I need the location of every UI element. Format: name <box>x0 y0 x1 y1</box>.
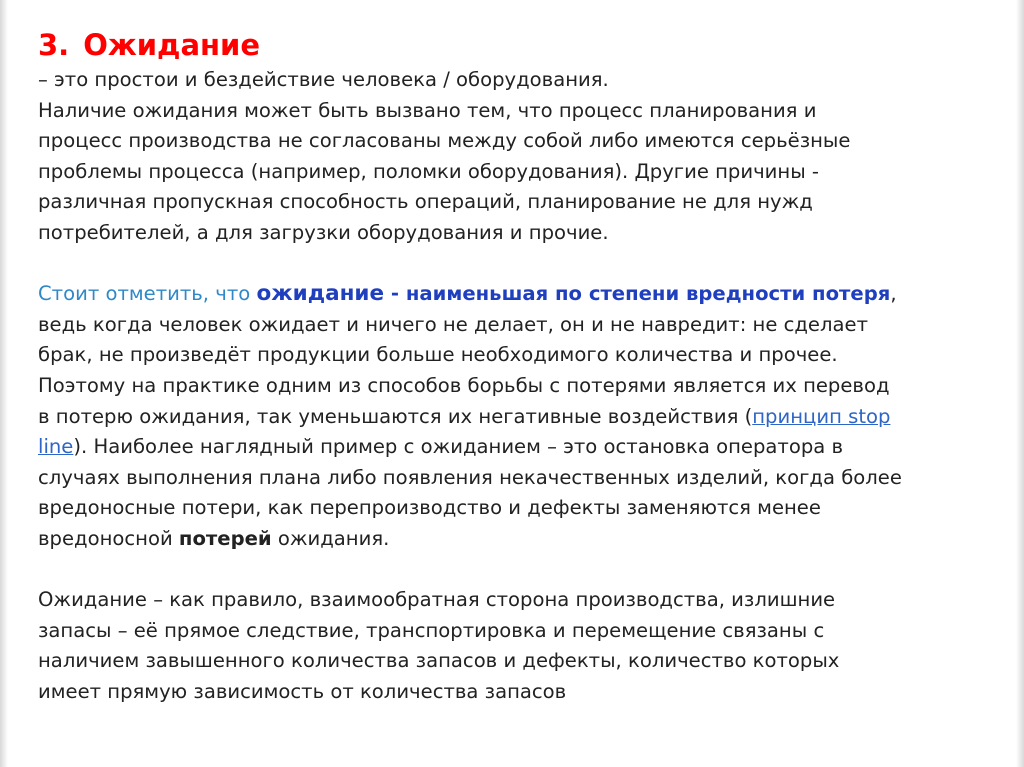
line-text: вредоносной <box>38 526 179 550</box>
line-text: ожидания. <box>271 526 390 550</box>
paragraph-line: – это простои и бездействие человека / оборудования. <box>38 68 609 91</box>
paragraph-line: проблемы процесса (например, поломки оборудования). Другие причины - <box>38 159 819 183</box>
paragraph-gap <box>38 249 978 280</box>
slide-content <box>38 25 978 707</box>
paragraph-line: наличием завышенного количества запасов и дефекты, количество которых <box>38 649 840 673</box>
note-keyword: ожидание <box>256 281 385 307</box>
stop-line-link-continued[interactable]: line <box>38 435 74 459</box>
paragraph-line: ведь когда человек ожидает и ничего не делает, он и не навредит: не сделает <box>38 312 868 336</box>
slide-right-edge <box>1016 0 1024 767</box>
paragraph-line: брак, не произведёт продукции больше необходимого количества и прочее. <box>38 343 838 367</box>
slide-heading <box>38 25 978 65</box>
paragraph-line <box>38 279 978 310</box>
note-intro: Стоит отметить, что <box>38 282 257 306</box>
line-text: в потерю ожидания, так уменьшаются их негативные воздействия ( <box>38 404 753 428</box>
definition-paragraph <box>38 65 978 249</box>
note-paragraph <box>38 279 978 554</box>
heading-title: Ожидание <box>83 28 261 62</box>
paragraph-line: различная пропускная способность операций, планирование не для нужд <box>38 190 813 214</box>
paragraph-line: процесс производства не согласованы между собой либо имеются серьёзные <box>38 129 851 153</box>
note-emphasis: - наименьшая по степени вредности потеря <box>384 282 891 306</box>
paragraph-line: Ожидание – как правило, взаимообратная сторона производства, излишние <box>38 588 836 612</box>
consequence-paragraph <box>38 585 978 707</box>
paragraph-line: имеет прямую зависимость от количества запасов <box>38 679 567 703</box>
paragraph-line: Наличие ожидания может быть вызвано тем, что процесс планирования и <box>38 98 817 122</box>
paragraph-line: запасы – её прямое следствие, транспортировка и перемещение связаны с <box>38 618 825 642</box>
note-comma: , <box>890 282 897 306</box>
heading-number: 3. <box>38 28 70 62</box>
paragraph-line <box>38 402 978 433</box>
paragraph-line: вредоносные потери, как перепроизводство и дефекты заменяются менее <box>38 496 821 520</box>
paragraph-line: потребителей, а для загрузки оборудования и прочие. <box>38 220 609 244</box>
paragraph-line <box>38 432 978 463</box>
paragraph-gap <box>38 555 978 586</box>
paragraph-line: случаях выполнения плана либо появления некачественных изделий, когда более <box>38 465 902 489</box>
paragraph-line: Поэтому на практике одним из способов борьбы с потерями является их перевод <box>38 373 890 397</box>
stop-line-link[interactable]: принцип stop <box>752 404 891 428</box>
bold-word: потерей <box>178 526 272 550</box>
slide-left-edge <box>0 0 8 767</box>
paragraph-line <box>38 524 978 555</box>
line-text: ). Наиболее наглядный пример с ожиданием – это остановка оператора в <box>73 435 844 459</box>
